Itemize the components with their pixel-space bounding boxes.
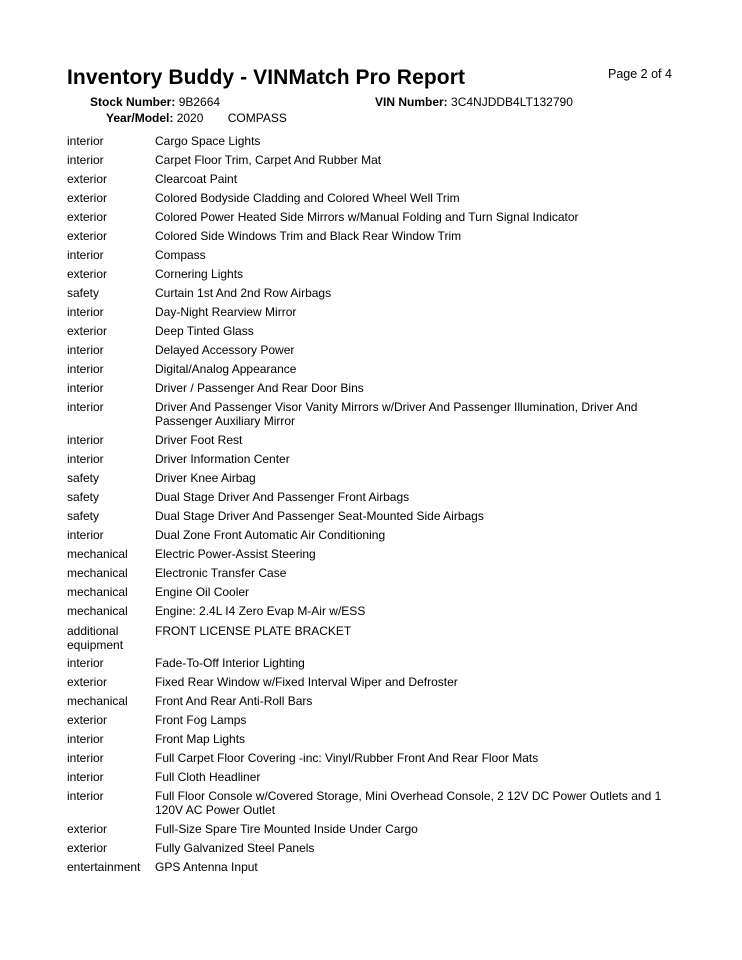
feature-category: mechanical	[67, 566, 128, 580]
feature-row	[67, 153, 677, 167]
page-number: Page 2 of 4	[608, 67, 672, 81]
feature-description: Electronic Transfer Case	[155, 566, 287, 580]
feature-row	[67, 433, 677, 447]
feature-row	[67, 191, 677, 205]
feature-row	[67, 656, 677, 670]
feature-category: interior	[67, 400, 104, 414]
feature-row	[67, 490, 677, 504]
feature-category: exterior	[67, 191, 108, 205]
feature-description: Colored Side Windows Trim and Black Rear Window Trim	[155, 229, 462, 243]
feature-row	[67, 172, 677, 186]
feature-description: Dual Stage Driver And Passenger Front Airbags	[155, 490, 410, 504]
feature-category: interior	[67, 656, 104, 670]
feature-description: Day-Night Rearview Mirror	[155, 305, 297, 319]
feature-category: mechanical	[67, 585, 128, 599]
feature-row	[67, 229, 677, 243]
feature-row	[67, 452, 677, 466]
feature-category: safety	[67, 471, 100, 485]
vin-number-value: 3C4NJDDB4LT132790	[451, 95, 573, 109]
feature-category: interior	[67, 134, 104, 148]
feature-category: interior	[67, 381, 104, 395]
feature-category: exterior	[67, 210, 108, 224]
feature-row	[67, 694, 677, 708]
feature-row	[67, 751, 677, 765]
feature-description: Dual Zone Front Automatic Air Conditioning	[155, 528, 386, 542]
feature-description: GPS Antenna Input	[155, 860, 258, 874]
feature-row	[67, 134, 677, 148]
feature-description: Fully Galvanized Steel Panels	[155, 841, 315, 855]
feature-description: Driver And Passenger Visor Vanity Mirrors w/Driver And Passenger Illumination, Driver And Passenger Auxiliary Mirror	[155, 400, 638, 428]
feature-category: interior	[67, 248, 104, 262]
vin-number	[375, 95, 573, 109]
feature-category: exterior	[67, 675, 108, 689]
vin-number-label: VIN Number:	[375, 95, 448, 109]
stock-number-value: 9B2664	[178, 95, 221, 109]
report-title: Inventory Buddy - VINMatch Pro Report	[67, 66, 466, 89]
feature-row	[67, 732, 677, 746]
feature-list	[67, 134, 677, 874]
feature-category: mechanical	[67, 694, 128, 708]
feature-description: Fixed Rear Window w/Fixed Interval Wiper and Defroster	[155, 675, 458, 689]
feature-description: Driver Knee Airbag	[155, 471, 256, 485]
feature-category: interior	[67, 452, 104, 466]
feature-category: exterior	[67, 267, 108, 281]
feature-description: Fade-To-Off Interior Lighting	[155, 656, 305, 670]
feature-row	[67, 509, 677, 523]
feature-row	[67, 286, 677, 300]
year-value: 2020	[176, 111, 204, 125]
feature-description: Full Floor Console w/Covered Storage, Mini Overhead Console, 2 12V DC Power Outlets and 1 120V AC Power Outlet	[155, 789, 662, 817]
feature-row	[67, 770, 677, 784]
feature-category: entertainment	[67, 860, 141, 874]
feature-description: Deep Tinted Glass	[155, 324, 254, 338]
feature-row	[67, 362, 677, 376]
feature-description: Driver / Passenger And Rear Door Bins	[155, 381, 364, 395]
feature-description: FRONT LICENSE PLATE BRACKET	[155, 624, 352, 638]
feature-description: Driver Information Center	[155, 452, 290, 466]
feature-row	[67, 267, 677, 281]
feature-category: exterior	[67, 713, 108, 727]
feature-description: Full Cloth Headliner	[155, 770, 261, 784]
feature-description: Carpet Floor Trim, Carpet And Rubber Mat	[155, 153, 382, 167]
feature-category: additional equipment	[67, 624, 124, 652]
feature-description: Electric Power-Assist Steering	[155, 547, 316, 561]
feature-category: exterior	[67, 822, 108, 836]
feature-row	[67, 528, 677, 542]
feature-row	[67, 343, 677, 357]
feature-description: Engine: 2.4L I4 Zero Evap M-Air w/ESS	[155, 604, 366, 618]
feature-row	[67, 675, 677, 689]
feature-description: Front Map Lights	[155, 732, 246, 746]
feature-category: interior	[67, 153, 104, 167]
feature-row	[67, 822, 677, 836]
feature-row	[67, 381, 677, 395]
feature-description: Colored Power Heated Side Mirrors w/Manual Folding and Turn Signal Indicator	[155, 210, 579, 224]
feature-category: exterior	[67, 324, 108, 338]
feature-category: safety	[67, 490, 100, 504]
feature-row	[67, 789, 677, 817]
feature-description: Digital/Analog Appearance	[155, 362, 297, 376]
feature-row	[67, 210, 677, 224]
feature-category: safety	[67, 509, 100, 523]
feature-description: Engine Oil Cooler	[155, 585, 250, 599]
feature-description: Driver Foot Rest	[155, 433, 243, 447]
feature-description: Front Fog Lamps	[155, 713, 247, 727]
feature-category: interior	[67, 343, 104, 357]
feature-row	[67, 841, 677, 855]
feature-category: interior	[67, 433, 104, 447]
year-model-label: Year/Model:	[106, 111, 174, 125]
feature-category: mechanical	[67, 547, 128, 561]
feature-description: Front And Rear Anti-Roll Bars	[155, 694, 313, 708]
feature-row	[67, 713, 677, 727]
feature-row	[67, 624, 677, 652]
feature-category: interior	[67, 770, 104, 784]
feature-description: Dual Stage Driver And Passenger Seat-Mounted Side Airbags	[155, 509, 484, 523]
feature-description: Curtain 1st And 2nd Row Airbags	[155, 286, 332, 300]
feature-category: interior	[67, 362, 104, 376]
feature-row	[67, 566, 677, 580]
feature-category: mechanical	[67, 604, 128, 618]
feature-category: interior	[67, 751, 104, 765]
feature-description: Compass	[155, 248, 206, 262]
feature-category: exterior	[67, 229, 108, 243]
feature-description: Full-Size Spare Tire Mounted Inside Under Cargo	[155, 822, 418, 836]
feature-row	[67, 248, 677, 262]
feature-row	[67, 324, 677, 338]
stock-number-label: Stock Number:	[90, 95, 176, 109]
feature-description: Full Carpet Floor Covering -inc: Vinyl/Rubber Front And Rear Floor Mats	[155, 751, 539, 765]
year-model	[106, 111, 287, 125]
feature-row	[67, 471, 677, 485]
feature-row	[67, 585, 677, 599]
feature-description: Cornering Lights	[155, 267, 244, 281]
feature-row	[67, 604, 677, 618]
feature-description: Delayed Accessory Power	[155, 343, 295, 357]
feature-category: safety	[67, 286, 100, 300]
feature-row	[67, 860, 677, 874]
feature-category: interior	[67, 789, 104, 803]
feature-category: interior	[67, 305, 104, 319]
feature-description: Colored Bodyside Cladding and Colored Wheel Well Trim	[155, 191, 460, 205]
feature-category: interior	[67, 528, 104, 542]
feature-category: exterior	[67, 841, 108, 855]
model-value: COMPASS	[227, 111, 287, 125]
feature-category: exterior	[67, 172, 108, 186]
feature-description: Clearcoat Paint	[155, 172, 238, 186]
stock-number	[90, 95, 220, 109]
feature-row	[67, 400, 677, 428]
feature-category: interior	[67, 732, 104, 746]
feature-description: Cargo Space Lights	[155, 134, 261, 148]
feature-row	[67, 547, 677, 561]
feature-row	[67, 305, 677, 319]
